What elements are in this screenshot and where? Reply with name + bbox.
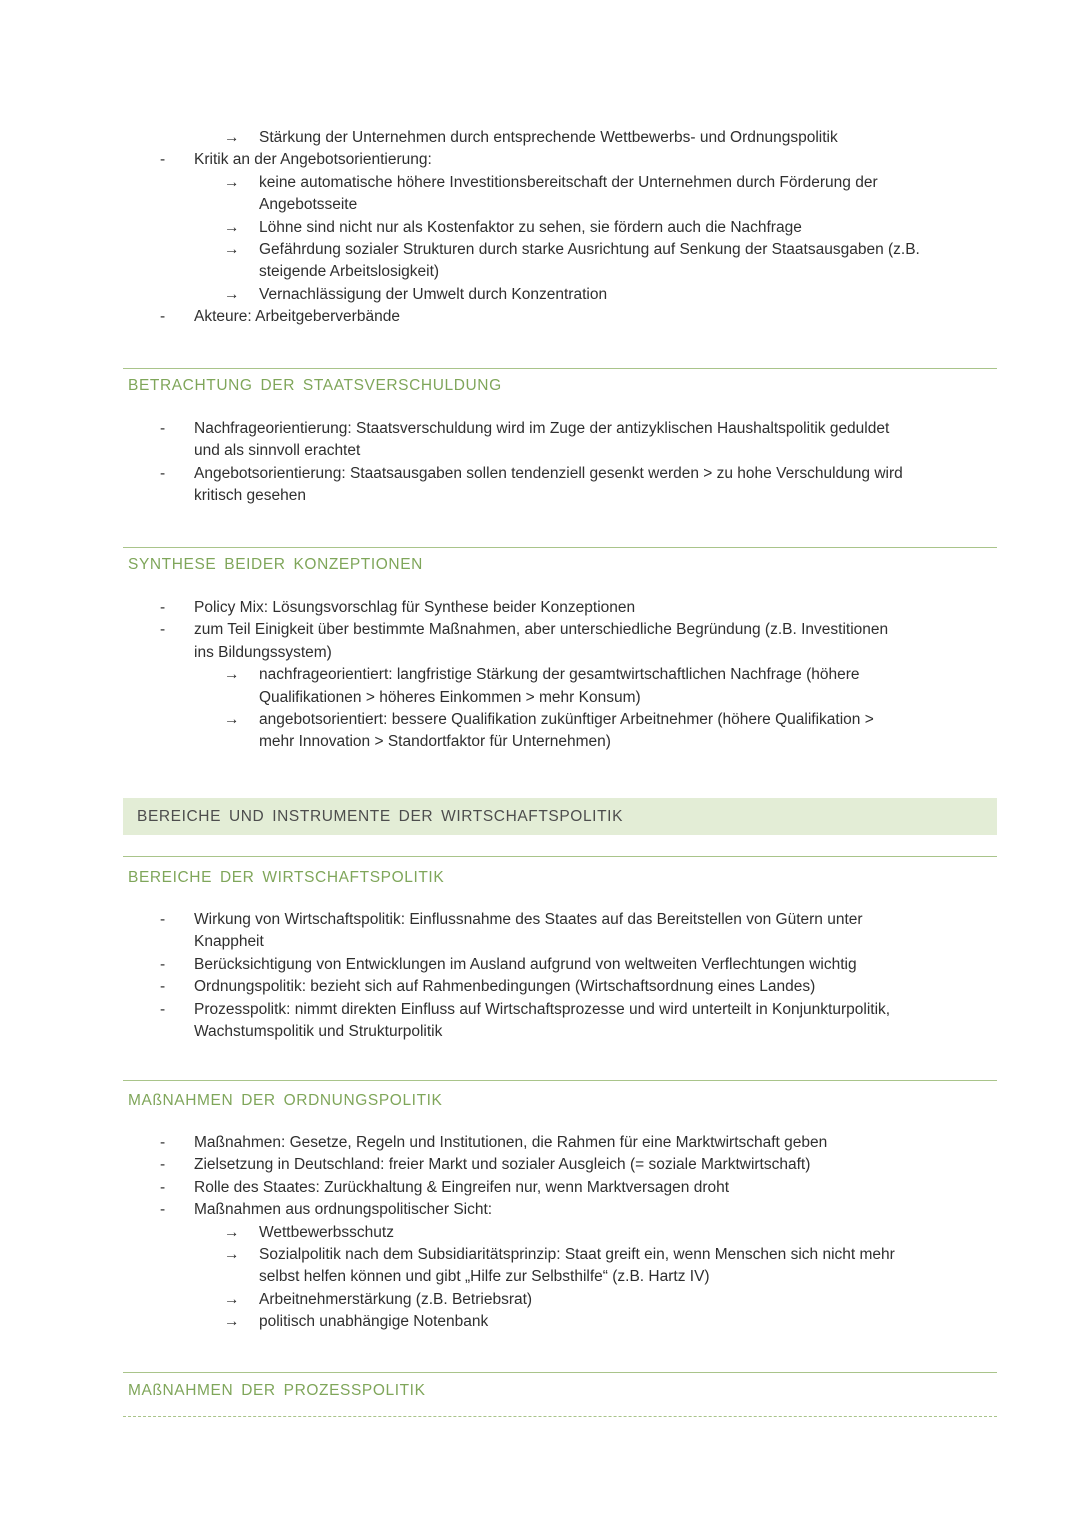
arrow-right-icon: →: [224, 666, 240, 684]
list-text: nachfrageorientiert: langfristige Stärkung der gesamtwirtschaftlichen Nachfrage (höhere: [259, 666, 860, 684]
list-line: [0, 909, 1080, 931]
list-text: ins Bildungssystem): [194, 643, 332, 661]
arrow-right-icon: →: [224, 710, 240, 728]
list-text: steigende Arbeitslosigkeit): [259, 263, 440, 281]
list-line: [0, 217, 1080, 239]
list-text: Ordnungspolitik: bezieht sich auf Rahmenbedingungen (Wirtschaftsordnung eines Landes): [194, 978, 816, 996]
list-text: Arbeitnehmerstärkung (z.B. Betriebsrat): [259, 1290, 533, 1308]
bullet-dash: -: [160, 420, 166, 437]
top-list: [0, 127, 1080, 329]
list-text: Vernachlässigung der Umwelt durch Konzentration: [259, 285, 608, 303]
list-line: [0, 1021, 1080, 1043]
section-rule: [123, 368, 997, 369]
list-text: Rolle des Staates: Zurückhaltung & Eingreifen nur, wenn Marktversagen droht: [194, 1178, 730, 1196]
heading-prozesspolitik: MAßNAHMEN DER PROZESSPOLITIK: [128, 1382, 426, 1399]
list-text: keine automatische höhere Investitionsbereitschaft der Unternehmen durch Förderung der: [259, 173, 878, 191]
list-line: [0, 931, 1080, 953]
list-text: Angebotsorientierung: Staatsausgaben sollen tendenziell gesenkt werden > zu hohe Verschuldung wird: [194, 464, 903, 482]
heading-staatsverschuldung: BETRACHTUNG DER STAATSVERSCHULDUNG: [128, 377, 502, 394]
list-line: [0, 1244, 1080, 1266]
list-line: [0, 642, 1080, 664]
section-rule: [123, 1080, 997, 1081]
list-line: [0, 418, 1080, 440]
list-text: Akteure: Arbeitgeberverbände: [194, 308, 400, 326]
list-text: zum Teil Einigkeit über bestimmte Maßnahmen, aber unterschiedliche Begründung (z.B. Investitionen: [194, 621, 889, 639]
list-text: Sozialpolitik nach dem Subsidiaritätsprinzip: Staat greift ein, wenn Menschen sich nicht mehr: [259, 1245, 895, 1263]
arrow-right-icon: →: [224, 1290, 240, 1308]
list-line: [0, 597, 1080, 619]
bullet-dash: -: [160, 1156, 166, 1174]
list-line: [0, 709, 1080, 731]
bereiche-list: [0, 909, 1080, 1043]
list-line: [0, 127, 1080, 149]
arrow-right-icon: →: [224, 1245, 240, 1263]
arrow-right-icon: →: [224, 1223, 240, 1241]
list-text: Löhne sind nicht nur als Kostenfaktor zu sehen, sie fördern auch die Nachfrage: [259, 218, 802, 236]
list-line: [0, 1177, 1080, 1199]
list-line: [0, 1132, 1080, 1154]
list-line: [0, 664, 1080, 686]
ordnungspolitik-list: [0, 1132, 1080, 1334]
chapter-banner: [123, 798, 997, 835]
list-line: [0, 731, 1080, 753]
list-line: [0, 976, 1080, 998]
section-rule-dashed: [123, 1416, 997, 1417]
list-line: [0, 1222, 1080, 1244]
staatsverschuldung-list: [0, 418, 1080, 508]
list-text: Stärkung der Unternehmen durch entsprechende Wettbewerbs- und Ordnungspolitik: [259, 129, 838, 146]
bullet-dash: -: [160, 599, 166, 616]
section-rule: [123, 547, 997, 548]
synthese-list: [0, 597, 1080, 754]
list-line: [0, 1154, 1080, 1176]
list-line: [0, 284, 1080, 306]
bullet-dash: -: [160, 911, 166, 928]
bullet-dash: -: [160, 464, 166, 482]
list-line: [0, 261, 1080, 283]
list-text: kritisch gesehen: [194, 487, 307, 505]
bullet-dash: -: [160, 1178, 166, 1196]
list-line: [0, 1289, 1080, 1311]
list-line: [0, 687, 1080, 709]
bullet-dash: -: [160, 955, 166, 973]
chapter-banner-title: BEREICHE UND INSTRUMENTE DER WIRTSCHAFTSPOLITIK: [137, 808, 624, 825]
list-line: [0, 1311, 1080, 1333]
list-text: Kritik an der Angebotsorientierung:: [194, 151, 432, 169]
list-text: Maßnahmen: Gesetze, Regeln und Institutionen, die Rahmen für eine Marktwirtschaft geben: [194, 1134, 828, 1151]
list-line: [0, 954, 1080, 976]
list-line: [0, 149, 1080, 171]
bullet-dash: -: [160, 978, 166, 996]
bullet-dash: -: [160, 151, 166, 169]
list-line: [0, 485, 1080, 507]
list-line: [0, 239, 1080, 261]
list-text: politisch unabhängige Notenbank: [259, 1313, 489, 1331]
bullet-dash: -: [160, 1134, 166, 1151]
arrow-right-icon: →: [224, 285, 240, 303]
list-line: [0, 1266, 1080, 1288]
list-text: Wachstumspolitik und Strukturpolitik: [194, 1022, 443, 1040]
list-text: Maßnahmen aus ordnungspolitischer Sicht:: [194, 1201, 493, 1219]
section-rule: [123, 1372, 997, 1373]
list-text: Policy Mix: Lösungsvorschlag für Synthese beider Konzeptionen: [194, 599, 636, 616]
list-line: [0, 306, 1080, 328]
list-text: Berücksichtigung von Entwicklungen im Ausland aufgrund von weltweiten Verflechtungen wichtig: [194, 955, 857, 973]
bullet-dash: -: [160, 621, 166, 639]
list-line: [0, 172, 1080, 194]
list-line: [0, 194, 1080, 216]
list-text: Angebotsseite: [259, 196, 358, 214]
list-text: Gefährdung sozialer Strukturen durch starke Ausrichtung auf Senkung der Staatsausgaben (z.B.: [259, 240, 920, 258]
list-text: Zielsetzung in Deutschland: freier Markt und sozialer Ausgleich (= soziale Marktwirtschaft): [194, 1156, 811, 1174]
list-line: [0, 619, 1080, 641]
bullet-dash: -: [160, 1201, 166, 1219]
list-line: [0, 999, 1080, 1021]
arrow-right-icon: →: [224, 1313, 240, 1331]
list-line: [0, 463, 1080, 485]
list-text: Prozesspolitk: nimmt direkten Einfluss auf Wirtschaftsprozesse und wird unterteilt in Konjunkturpolitik,: [194, 1000, 891, 1018]
arrow-right-icon: →: [224, 218, 240, 236]
arrow-right-icon: →: [224, 173, 240, 191]
list-line: [0, 1199, 1080, 1221]
bullet-dash: -: [160, 308, 166, 326]
list-text: Qualifikationen > höheres Einkommen > mehr Konsum): [259, 688, 641, 706]
heading-bereiche: BEREICHE DER WIRTSCHAFTSPOLITIK: [128, 869, 445, 886]
list-line: [0, 440, 1080, 462]
arrow-right-icon: →: [224, 240, 240, 258]
list-text: Wirkung von Wirtschaftspolitik: Einflussnahme des Staates auf das Bereitstellen von Gütern unter: [194, 911, 863, 928]
list-text: Wettbewerbsschutz: [259, 1223, 394, 1241]
list-text: Knappheit: [194, 933, 264, 951]
list-text: und als sinnvoll erachtet: [194, 442, 361, 460]
list-text: Nachfrageorientierung: Staatsverschuldung wird im Zuge der antizyklischen Haushaltspolitik geduldet: [194, 420, 890, 437]
bullet-dash: -: [160, 1000, 166, 1018]
heading-synthese: SYNTHESE BEIDER KONZEPTIONEN: [128, 556, 423, 573]
list-text: selbst helfen können und gibt „Hilfe zur Selbsthilfe“ (z.B. Hartz IV): [259, 1268, 710, 1286]
heading-ordnungspolitik: MAßNAHMEN DER ORDNUNGSPOLITIK: [128, 1092, 443, 1109]
arrow-right-icon: →: [224, 129, 240, 146]
section-rule: [123, 856, 997, 857]
list-text: mehr Innovation > Standortfaktor für Unternehmen): [259, 733, 611, 751]
list-text: angebotsorientiert: bessere Qualifikation zukünftiger Arbeitnehmer (höhere Qualifikation >: [259, 710, 874, 728]
